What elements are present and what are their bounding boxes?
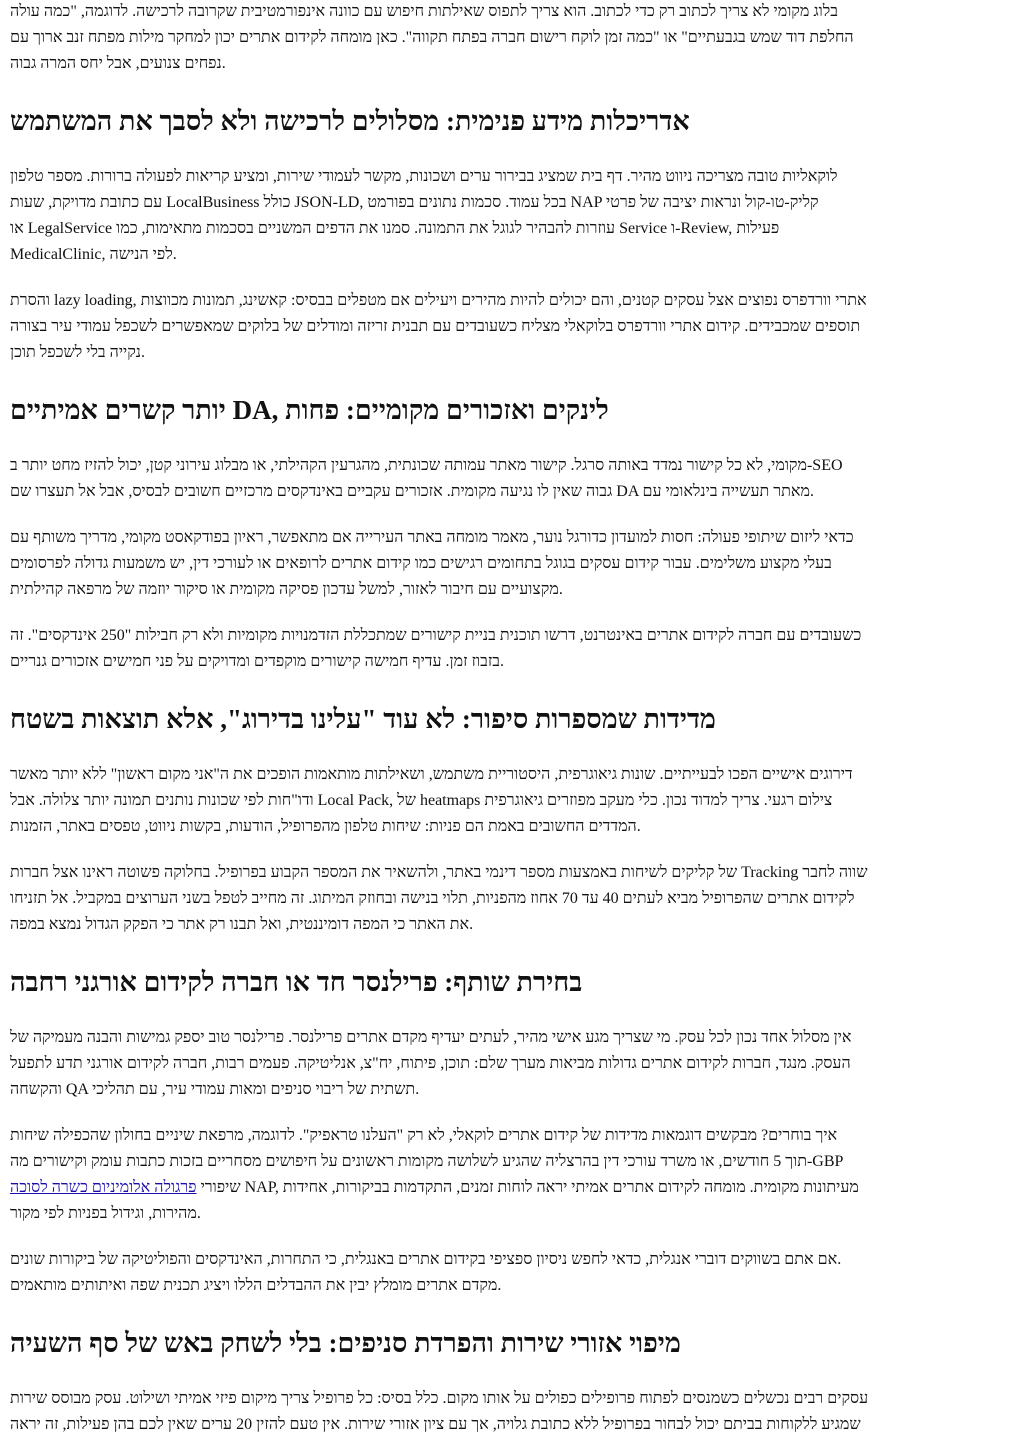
paragraph-line: איך בוחרים? מבקשים דוגמאות מדידות של קידום אתרים לוקאלי, לא רק "העלנו טראפיק". לדוגמה, מרפאת שיניים בחולון שהכפילה שיחות [10, 1127, 838, 1144]
paragraph [10, 164, 1012, 268]
paragraph-line: ודו"חות לפי שכונות נותנים תמונה יותר צלולה. אבל Local Pack, של heatmaps צילום רגעי. צריך למדוד נכון. כלי מעקב מפוזרים גיאוגרפית [10, 792, 833, 809]
paragraph-line: החלפת דוד שמש בגבעתיים" או "כמה זמן לוקח רישום חברה בפתח תקווה". כאן מומחה לקידום אתרים יכון למחקר מילות מפתח זנב ארוך עם [10, 29, 854, 46]
paragraph-line: עסקים רבים נכשלים כשמנסים לפתוח פרופילים כפולים על אותו מקום. כלל בסיס: כל פרופיל צריך מיקום פיזי אמיתי ושילוט. עסק מבוסס שירות [10, 1390, 869, 1407]
paragraph-line: בלוג מקומי לא צריך לכתוב רק כדי לכתוב. הוא צריך לתפוס שאילתות חיפוש עם כוונה אינפורמטיבית שקרובה לרכישה. לדוגמה, "כמה עולה [10, 3, 838, 20]
paragraph-line: שמגיע ללקוחות בביתם יכול לבחור בפרופיל ללא כתובת גלויה, אך עם ציון אזורי שירות. אין טעם להזין 20 ערים שאין לכם בהן פעילות, זה יראה [10, 1416, 861, 1433]
paragraph-line: מקומי, לא כל קישור נמדד באותה סרגל. קישור מאתר עמותה שכונתית, מהגרעין הקהילתי, או מבלוג עירוני קטן, יכול להזיז מחט יותר ב-SEO [10, 457, 843, 474]
paragraph-line: נפחים צנועים, אבל יחס המרה גבוה. [10, 55, 226, 72]
paragraph-line: כדאי ליזום שיתופי פעולה: חסות למועדון כדורגל נוער, מאמר מומחה באתר העירייה אם מתאפשר, ראיון בפודקאסט מקומי, מדריך משותף עם [10, 529, 854, 546]
paragraph [10, 0, 1012, 77]
section-heading: מדידות שמספרות סיפור: לא עוד "עלינו בדירוג", אלא תוצאות בשטח [10, 704, 716, 734]
section-heading: מיפוי אזורי שירות והפרדת סניפים: בלי לשחק באש של סף השעיה [10, 1328, 681, 1358]
paragraph [10, 623, 1012, 675]
paragraph-line: אין מסלול אחד נכון לכל עסק. מי שצריך מגע אישי מהיר, לעתים יעדיף מקדם אתרים פרילנסר. פרילנסר טוב יספק גמישות והבנה מעמיקה של [10, 1029, 852, 1046]
paragraph-line-with-link [10, 1175, 1012, 1201]
paragraph-line: המדדים החשובים באמת הם פניות: שיחות טלפון מהפרופיל, הודעות, בקשות ניווט, טפסים באתר, הזמנות. [10, 818, 641, 835]
paragraph-line: דירוגים אישיים הפכו לבעייתיים. שונות גיאוגרפית, היסטוריית משתמש, ושאילתות מותאמות הופכים את ה"אני מקום ראשון" ללא יותר מאשר [10, 766, 853, 783]
paragraph-line: MedicalClinic, לפי הנישה. [10, 246, 177, 263]
section-heading: יותר קשרים אמיתיים DA, לינקים ואזכורים מקומיים: פחות [10, 395, 609, 425]
paragraph-line: והקשחה QA תשתית של ריבוי סניפים ומאות עמודי עיר, עם תהליכי. [10, 1081, 420, 1098]
paragraph-line: של קליקים לשיחות באמצעות מספר דינמי באתר, ולהשאיר את המספר הקבוע בפרופיל. בחלוקה פשוטה ראינו אצל חברות Tracking שווה לחבר [10, 864, 868, 881]
paragraph [10, 1247, 1012, 1299]
paragraph [10, 762, 1012, 840]
paragraph-line: מקצועיים עם חיבור לאזור, למשל עדכון פסיקה מקומית או סיקור יוזמה של מרפאה קהילתית. [10, 581, 563, 598]
text-after-link: NAP, מעיתונות מקומית. מומחה לקידום אתרים אמיתי יראה לוחות זמנים, התקדמות בביקורות, אחידות [240, 1179, 859, 1196]
section-heading: בחירת שותף: פרילנסר חד או חברה לקידום אורגני רחבה [10, 967, 583, 997]
paragraph-line: והסרת lazy loading, אתרי וורדפרס נפוצים אצל עסקים קטנים, והם יכולים להיות מהירים ויעילים אם מטפלים בבסיס: קאשינג, תמונות מכווצות [10, 292, 867, 309]
paragraph-line: את האתר כי המפה דומיננטית, ואל תבנו רק אתר כי הפקק הגדול נמצא במפה. [10, 916, 474, 933]
paragraph-line: עם כתובת מדויקת, שעות LocalBusiness כולל JSON-LD, בכל עמוד. סכמות נתונים בפורמט NAP קליק-טו-קול ונראות יציבה של פרטי [10, 194, 819, 211]
paragraph-line: תוך 5 חודשים, או משרד עורכי דין בהרצליה שהגיע לשלושה מקומות ראשונים על חיפושים מסחריים בזכות כתבות עומק וקישורים מה-GBP [10, 1153, 844, 1170]
pergola-link[interactable]: פרגולה אלומיניום כשרה לסוכה [10, 1179, 197, 1196]
paragraph-line: אם אתם בשווקים דוברי אנגלית, כדאי לחפש ניסיון ספציפי בקידום אתרים באנגלית, כי התחרות, האינדקסים והפוליטיקה של ביקורות שונים. [10, 1251, 842, 1268]
paragraph-line: בעלי מקצוע משלימים. עבור קידום עסקים בגוגל בתחומים רגישים כמו קידום אתרים לרופאים או לעורכי דין, יש משמעות גדולה לפרסומים [10, 555, 832, 572]
paragraph [10, 453, 1012, 505]
paragraph-line: מקדם אתרים מומלץ יבין את ההבדלים הללו ויציג תכנית שפה ואיתותים מותאמים. [10, 1277, 502, 1294]
paragraph-line: בזבוז זמן. עדיף חמישה קישורים מוקפדים ומדויקים על פני חמישים אזכורים גנריים. [10, 653, 505, 670]
paragraph [10, 1386, 1012, 1438]
paragraph-line: תוספים שמכבידים. קידום אתרי וורדפרס בלוקאלי מצליח כשעובדים עם תבנית זריזה ומודלים של בלוקים שמאפשרים לשכפל עמודי עיר בצורה [10, 318, 861, 335]
paragraph-line: גבוה שאין לו נגיעה מקומית. אזכורים עקביים באינדקסים מרכזיים חשובים לבסיס, אבל אל תעצרו שם DA מאתר תעשייה בינלאומי עם. [10, 483, 814, 500]
paragraph-line: מהירות, וגידול בפניות לפי מקור. [10, 1205, 201, 1222]
paragraph-line: העסק. מנגד, חברות לקידום אתרים גדולות מביאות מערך שלם: תוכן, פיתוח, יח"צ, אנליטיקה. פעמים רבות, חברה לקידום אורגני תדע לתפעל [10, 1055, 851, 1072]
paragraph [10, 860, 1012, 938]
paragraph-line: או LegalService עוזרות להבהיר לגוגל את התמונה. סמנו את הדפים המשניים בסכמות מתאימות, כמו Service ו-Review, פעילות [10, 220, 780, 237]
section-heading: אדריכלות מידע פנימית: מסלולים לרכישה ולא לסבך את המשתמש [10, 106, 690, 136]
paragraph [10, 1123, 1012, 1227]
paragraph [10, 525, 1012, 603]
paragraph-line: לקידום אתרים שהפרופיל מביא לעתים 40 עד 70 אחוז מהפניות, תלוי בנישה ובחוזק המיתוג. זה מחייב לטפל בשני הערוצים במקביל. אל תזניחו [10, 890, 855, 907]
text-before-link: שיפורי [196, 1179, 241, 1196]
paragraph [10, 1025, 1012, 1103]
paragraph-line: נקייה בלי לשכפל תוכן. [10, 344, 145, 361]
paragraph-line: לוקאליות טובה מצריכה ניווט מהיר. דף בית שמציג בבירור ערים ושכונות, מקשר לעמודי שירות, ומציע קריאות לפעולה ברורות. מספר טלפון [10, 168, 838, 185]
paragraph [10, 288, 1012, 366]
paragraph-line: כשעובדים עם חברה לקידום אתרים באינטרנט, דרשו תוכנית בניית קישורים שמתכללת הזדמנויות מקומיות ולא רק חבילות "250 אינדקסים". זה [10, 627, 862, 644]
